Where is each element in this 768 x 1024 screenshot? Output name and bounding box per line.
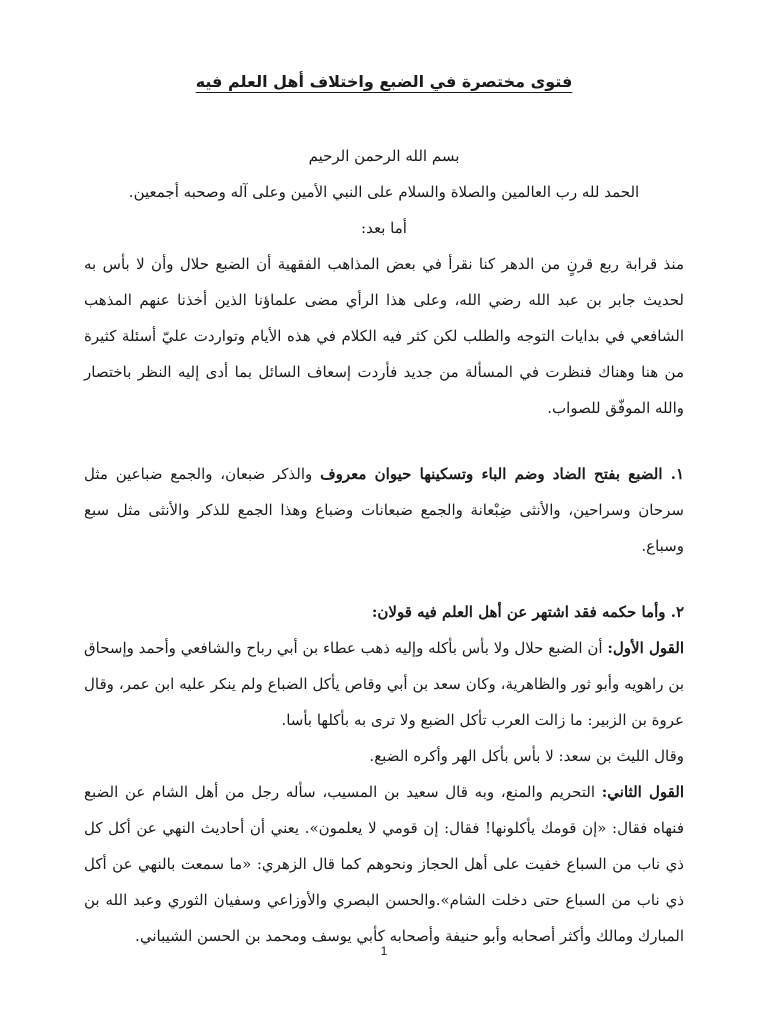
section-1-text: والذكر ضبعان، والجمع ضباعين مثل سرحان وسراحين، والأنثى ضِبْعانة والجمع ضبعانات وضباع وهذا الجمع للذكر والأنثى مثل سبع وسباع. <box>84 465 684 555</box>
first-opinion-label: القول الأول: <box>607 639 684 657</box>
amma-bad: أما بعد: <box>361 219 407 237</box>
spacer <box>84 426 684 456</box>
section-1-paragraph <box>84 456 684 564</box>
second-opinion-label: القول الثاني: <box>601 783 684 801</box>
document-title <box>0 72 768 91</box>
hamd-line: الحمد لله رب العالمين والصلاة والسلام على النبي الأمين وعلى آله وصحبه أجمعين. <box>128 183 640 201</box>
basmala: بسم الله الرحمن الرحيم <box>308 147 460 165</box>
spacer <box>84 564 684 594</box>
page-number: 1 <box>380 944 388 958</box>
document-title-text: فتوى مختصرة في الضبع واختلاف أهل العلم فيه <box>195 72 573 91</box>
first-opinion-paragraph <box>84 630 684 738</box>
section-2-heading: ٢. وأما حكمه فقد اشتهر عن أهل العلم فيه قولان: <box>371 603 684 621</box>
laith-quote: وقال الليث بن سعد: لا بأس بأكل الهر وأكره الضبع. <box>369 747 684 765</box>
second-opinion-paragraph <box>84 774 684 954</box>
document-body <box>84 138 684 954</box>
intro-paragraph: منذ قرابة ربع قرنٍ من الدهر كنا نقرأ في بعض المذاهب الفقهية أن الضبع حلال وأن لا بأس به لحديث جابر بن عبد الله رضي الله، وعلى هذا الرأي مضى علماؤنا الذين أخذنا عنهم المذهب الشافعي في بدايات التوجه والطلب لكن كثر فيه الكلام في هذه الأيام وتواردت عليّ أسئلة كثيرة من هنا وهناك فنظرت في المسألة من جديد فأردت إسعاف السائل بما أدى إليه النظر باختصار والله الموفّق للصواب. <box>84 255 684 417</box>
first-opinion-text: أن الضبع حلال ولا بأس بأكله وإليه ذهب عطاء بن أبي رباح والشافعي وأحمد وإسحاق بن راهويه وأبو ثور والظاهرية، وكان سعد بن أبي وقاص يأكل الضباع ولم ينكر عليه ابن عمر، وقال عروة بن الزبير: ما زالت العرب تأكل الضبع ولا ترى به بأكلها بأسا. <box>84 639 684 729</box>
section-1-heading: ١. الضبع بفتح الضاد وضم الباء وتسكينها حيوان معروف <box>320 465 685 483</box>
second-opinion-text: التحريم والمنع، وبه قال سعيد بن المسيب، سأله رجل من أهل الشام عن الضبع فنهاه فقال: «إن قومك يأكلونها! فقال: إن قومي لا يعلمون». يعني أن أحاديث النهي عن أكل كل ذي ناب من السباع خفيت على أهل الحجاز ونحوهم كما قال الزهري: «ما سمعت بالنهي عن أكل ذي ناب من السباع حتى دخلت الشام».والحسن البصري والأوزاعي وسفيان الثوري وعبد الله بن المبارك ومالك وأكثر أصحابه وأبو حنيفة وأصحابه كأبي يوسف ومحمد بن الحسن الشيباني. <box>84 783 684 945</box>
